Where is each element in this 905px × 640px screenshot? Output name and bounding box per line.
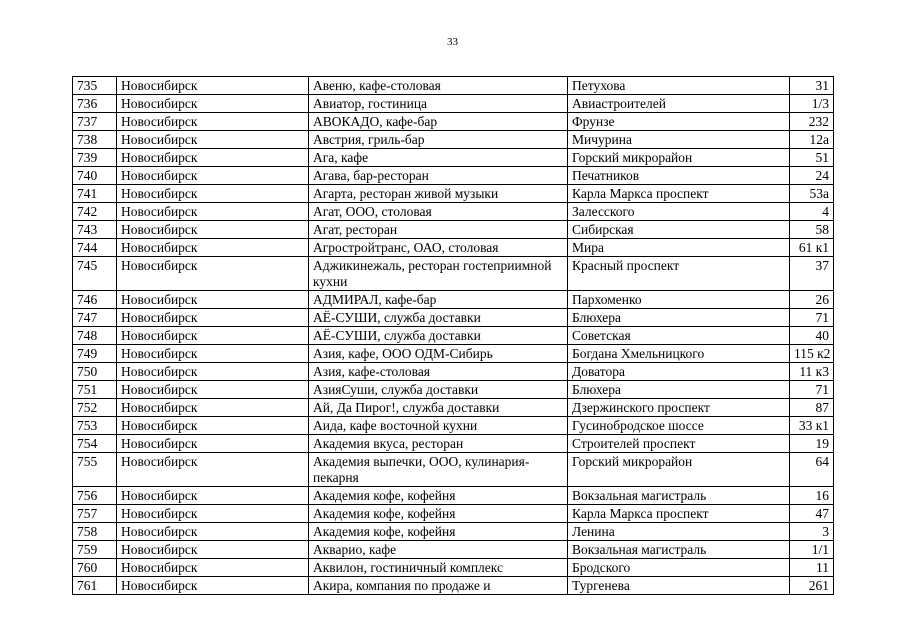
city-cell: Новосибирск (117, 435, 309, 453)
table-row (73, 435, 834, 453)
row-number-cell: 756 (73, 487, 117, 505)
table-row (73, 239, 834, 257)
house-number-cell: 16 (790, 487, 834, 505)
establishment-name-cell: АДМИРАЛ, кафе-бар (309, 291, 568, 309)
table-row (73, 131, 834, 149)
row-number-cell: 752 (73, 399, 117, 417)
table-row (73, 577, 834, 595)
house-number-cell: 3 (790, 523, 834, 541)
establishment-name-cell: Агат, ресторан (309, 221, 568, 239)
table-row (73, 363, 834, 381)
establishment-name-cell: Агат, ООО, столовая (309, 203, 568, 221)
house-number-cell: 26 (790, 291, 834, 309)
house-number-cell: 24 (790, 167, 834, 185)
establishment-name-cell: Авиатор, гостиница (309, 95, 568, 113)
row-number-cell: 736 (73, 95, 117, 113)
house-number-cell: 115 к2 (790, 345, 834, 363)
street-cell: Красный проспект (568, 257, 790, 291)
house-number-cell: 40 (790, 327, 834, 345)
house-number-cell: 53а (790, 185, 834, 203)
establishment-name-cell: Академия выпечки, ООО, кулинария-пекарня (309, 453, 568, 487)
house-number-cell: 47 (790, 505, 834, 523)
table-row (73, 487, 834, 505)
street-cell: Вокзальная магистраль (568, 487, 790, 505)
house-number-cell: 71 (790, 381, 834, 399)
page-number: 33 (447, 36, 458, 48)
city-cell: Новосибирск (117, 487, 309, 505)
city-cell: Новосибирск (117, 381, 309, 399)
street-cell: Мичурина (568, 131, 790, 149)
street-cell: Горский микрорайон (568, 453, 790, 487)
house-number-cell: 64 (790, 453, 834, 487)
street-cell: Вокзальная магистраль (568, 541, 790, 559)
table-row (73, 453, 834, 487)
table-row (73, 417, 834, 435)
city-cell: Новосибирск (117, 203, 309, 221)
establishment-name-cell: АзияСуши, служба доставки (309, 381, 568, 399)
house-number-cell: 261 (790, 577, 834, 595)
establishment-name-cell: Аида, кафе восточной кухни (309, 417, 568, 435)
establishment-name-cell: Авеню, кафе-столовая (309, 77, 568, 95)
row-number-cell: 741 (73, 185, 117, 203)
establishment-name-cell: Акварио, кафе (309, 541, 568, 559)
street-cell: Бродского (568, 559, 790, 577)
row-number-cell: 739 (73, 149, 117, 167)
row-number-cell: 758 (73, 523, 117, 541)
row-number-cell: 738 (73, 131, 117, 149)
city-cell: Новосибирск (117, 149, 309, 167)
house-number-cell: 37 (790, 257, 834, 291)
city-cell: Новосибирск (117, 185, 309, 203)
street-cell: Карла Маркса проспект (568, 505, 790, 523)
house-number-cell: 58 (790, 221, 834, 239)
establishment-name-cell: Азия, кафе, ООО ОДМ-Сибирь (309, 345, 568, 363)
street-cell: Петухова (568, 77, 790, 95)
table-row (73, 77, 834, 95)
house-number-cell: 1/3 (790, 95, 834, 113)
row-number-cell: 740 (73, 167, 117, 185)
row-number-cell: 747 (73, 309, 117, 327)
table-row (73, 149, 834, 167)
city-cell: Новосибирск (117, 505, 309, 523)
table-row (73, 95, 834, 113)
street-cell: Печатников (568, 167, 790, 185)
row-number-cell: 753 (73, 417, 117, 435)
row-number-cell: 742 (73, 203, 117, 221)
city-cell: Новосибирск (117, 523, 309, 541)
street-cell: Ленина (568, 523, 790, 541)
city-cell: Новосибирск (117, 327, 309, 345)
city-cell: Новосибирск (117, 559, 309, 577)
establishment-name-cell: Агава, бар-ресторан (309, 167, 568, 185)
table-row (73, 541, 834, 559)
establishment-name-cell: Аквилон, гостиничный комплекс (309, 559, 568, 577)
table-row (73, 505, 834, 523)
street-cell: Сибирская (568, 221, 790, 239)
street-cell: Блюхера (568, 381, 790, 399)
house-number-cell: 87 (790, 399, 834, 417)
establishment-name-cell: Агарта, ресторан живой музыки (309, 185, 568, 203)
table-row (73, 113, 834, 131)
establishment-name-cell: Азия, кафе-столовая (309, 363, 568, 381)
row-number-cell: 746 (73, 291, 117, 309)
city-cell: Новосибирск (117, 257, 309, 291)
establishment-name-cell: АЁ-СУШИ, служба доставки (309, 309, 568, 327)
city-cell: Новосибирск (117, 363, 309, 381)
house-number-cell: 61 к1 (790, 239, 834, 257)
city-cell: Новосибирск (117, 453, 309, 487)
table-row (73, 167, 834, 185)
street-cell: Мира (568, 239, 790, 257)
table-row (73, 257, 834, 291)
city-cell: Новосибирск (117, 399, 309, 417)
city-cell: Новосибирск (117, 345, 309, 363)
street-cell: Пархоменко (568, 291, 790, 309)
street-cell: Советская (568, 327, 790, 345)
city-cell: Новосибирск (117, 221, 309, 239)
table-row (73, 309, 834, 327)
row-number-cell: 749 (73, 345, 117, 363)
city-cell: Новосибирск (117, 167, 309, 185)
house-number-cell: 19 (790, 435, 834, 453)
establishment-name-cell: Ага, кафе (309, 149, 568, 167)
street-cell: Строителей проспект (568, 435, 790, 453)
table-row (73, 291, 834, 309)
table-row (73, 203, 834, 221)
city-cell: Новосибирск (117, 577, 309, 595)
row-number-cell: 743 (73, 221, 117, 239)
establishment-name-cell: Академия кофе, кофейня (309, 523, 568, 541)
house-number-cell: 11 к3 (790, 363, 834, 381)
house-number-cell: 232 (790, 113, 834, 131)
street-cell: Доватора (568, 363, 790, 381)
house-number-cell: 11 (790, 559, 834, 577)
table-row (73, 221, 834, 239)
establishment-name-cell: АВОКАДО, кафе-бар (309, 113, 568, 131)
table-row (73, 381, 834, 399)
table-row (73, 185, 834, 203)
row-number-cell: 735 (73, 77, 117, 95)
establishment-name-cell: Ай, Да Пирог!, служба доставки (309, 399, 568, 417)
establishment-name-cell: Аджикинежаль, ресторан гостеприимной кухни (309, 257, 568, 291)
house-number-cell: 33 к1 (790, 417, 834, 435)
establishments-table (72, 76, 834, 595)
row-number-cell: 755 (73, 453, 117, 487)
house-number-cell: 4 (790, 203, 834, 221)
row-number-cell: 750 (73, 363, 117, 381)
street-cell: Карла Маркса проспект (568, 185, 790, 203)
street-cell: Тургенева (568, 577, 790, 595)
city-cell: Новосибирск (117, 131, 309, 149)
street-cell: Блюхера (568, 309, 790, 327)
table-row (73, 345, 834, 363)
table-row (73, 399, 834, 417)
street-cell: Гусинобродское шоссе (568, 417, 790, 435)
row-number-cell: 745 (73, 257, 117, 291)
row-number-cell: 757 (73, 505, 117, 523)
street-cell: Авиастроителей (568, 95, 790, 113)
city-cell: Новосибирск (117, 77, 309, 95)
house-number-cell: 51 (790, 149, 834, 167)
establishment-name-cell: Австрия, гриль-бар (309, 131, 568, 149)
house-number-cell: 31 (790, 77, 834, 95)
row-number-cell: 760 (73, 559, 117, 577)
table-row (73, 327, 834, 345)
establishment-name-cell: Академия вкуса, ресторан (309, 435, 568, 453)
establishment-name-cell: Акира, компания по продаже и (309, 577, 568, 595)
establishment-name-cell: Академия кофе, кофейня (309, 505, 568, 523)
table-row (73, 523, 834, 541)
city-cell: Новосибирск (117, 95, 309, 113)
row-number-cell: 761 (73, 577, 117, 595)
city-cell: Новосибирск (117, 417, 309, 435)
street-cell: Дзержинского проспект (568, 399, 790, 417)
row-number-cell: 751 (73, 381, 117, 399)
street-cell: Горский микрорайон (568, 149, 790, 167)
street-cell: Фрунзе (568, 113, 790, 131)
city-cell: Новосибирск (117, 113, 309, 131)
row-number-cell: 744 (73, 239, 117, 257)
row-number-cell: 748 (73, 327, 117, 345)
city-cell: Новосибирск (117, 541, 309, 559)
city-cell: Новосибирск (117, 239, 309, 257)
establishment-name-cell: АЁ-СУШИ, служба доставки (309, 327, 568, 345)
table-row (73, 559, 834, 577)
house-number-cell: 12а (790, 131, 834, 149)
row-number-cell: 737 (73, 113, 117, 131)
city-cell: Новосибирск (117, 291, 309, 309)
establishment-name-cell: Агростройтранс, ОАО, столовая (309, 239, 568, 257)
row-number-cell: 754 (73, 435, 117, 453)
row-number-cell: 759 (73, 541, 117, 559)
street-cell: Залесского (568, 203, 790, 221)
house-number-cell: 1/1 (790, 541, 834, 559)
house-number-cell: 71 (790, 309, 834, 327)
city-cell: Новосибирск (117, 309, 309, 327)
table-body (73, 77, 834, 595)
street-cell: Богдана Хмельницкого (568, 345, 790, 363)
establishment-name-cell: Академия кофе, кофейня (309, 487, 568, 505)
